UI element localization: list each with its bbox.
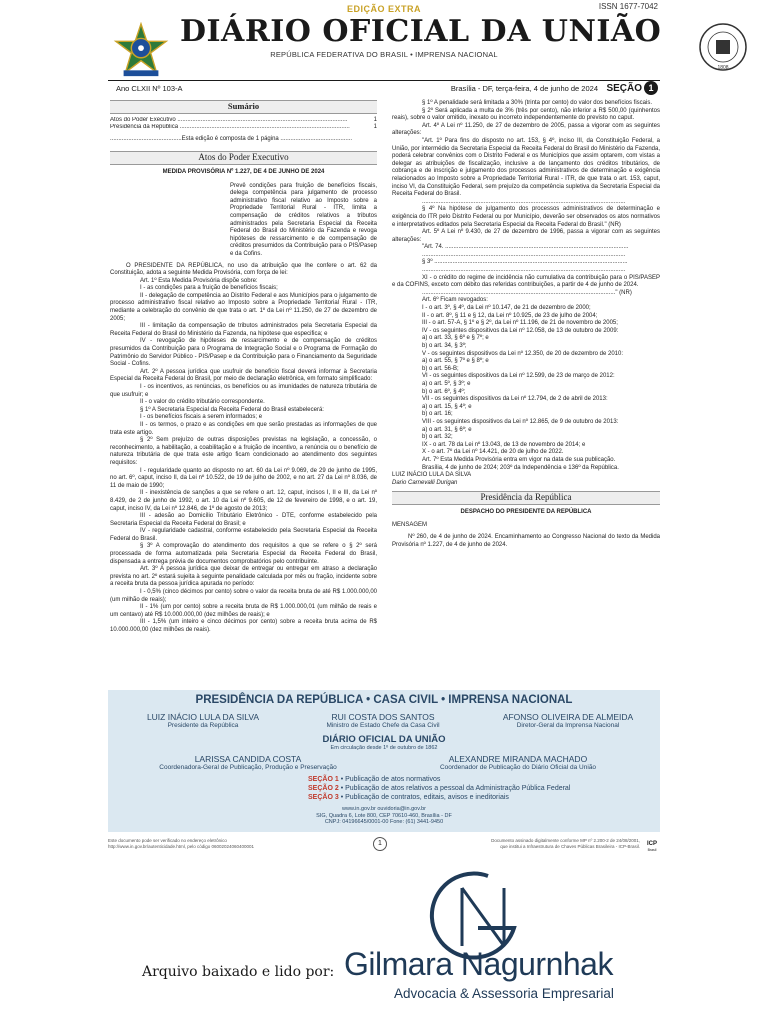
body-paragraph: a) o art. 5º, § 3º; e	[422, 380, 471, 387]
body-paragraph: VII - os seguintes dispositivos da Lei nº 12.794, de 2 de abril de 2013:	[422, 396, 608, 403]
body-paragraph: § 2º Sem prejuízo de outras disposições previstas na legislação, a concessão, o reconhecimento, a habilitação, a coabilitação e a fruição de incentivo, a renúncia ou o benefício de natureza tributária de que trata este artigo ficam condicionado ao atendimento dos seguintes requisitos:	[110, 437, 377, 466]
summary-note: ...........................................Esta edição é composta de 1 página ...........................................	[110, 135, 353, 142]
summary-list	[110, 117, 377, 132]
contact-web[interactable]: www.in.gov.br ouvidoria@in.gov.br	[342, 806, 426, 812]
body-paragraph: VI - os seguintes dispositivos da Lei nº 12.599, de 23 de março de 2012:	[422, 373, 615, 380]
summary-item-label: Atos do Poder Executivo ......................................................................................................	[110, 116, 348, 123]
summary-item-page: 1	[373, 116, 377, 123]
body-paragraph: III - 1,5% (um inteiro e cinco décimos por cento) sobre a receita bruta acima de R$ 10.000.000,00 (dez milhões de reais).	[110, 619, 377, 633]
credit-name: AFONSO OLIVEIRA DE ALMEIDA	[502, 712, 634, 722]
footer-verification-line: Este documento pode ser verificado no endereço eletrônico	[108, 838, 227, 843]
body-paragraph: § 3º A comprovação do atendimento dos requisitos a que se refere o § 2º será processada de forma automatizada pela Secretaria Especial da Receita Federal do Brasil, dispensada a entrega prévia de documentos comprobatórios pelo contribuinte.	[110, 543, 377, 565]
body-paragraph: IV - revogação de hipóteses de ressarcimento e de compensação de créditos presumidos da Contribuição para o Programa de Integração Social e o Programa de Formação do Patrimônio do Servidor Público - PIS/Pasep e da Contribuição para o Financiamento da Seguridade Social - Cofins.	[110, 338, 377, 368]
body-paragraph: Art. 4º A Lei nº 11.250, de 27 de dezembro de 2005, passa a vigorar com as seguintes alterações:	[392, 122, 660, 137]
footer-verification-link[interactable]: http://www.in.gov.br/autenticidade.html, pelo código 06002024060400001	[108, 843, 255, 849]
body-paragraph: § 1º A penalidade será limitada a 30% (trinta por cento) do valor dos benefícios fiscais.	[422, 100, 652, 106]
section-legend-label: SEÇÃO 1	[308, 776, 339, 783]
despacho-title: DESPACHO DO PRESIDENTE DA REPÚBLICA	[460, 508, 592, 515]
body-paragraph: "Art. 74. ..............................................................................................................	[422, 244, 629, 251]
credit-person	[398, 754, 638, 771]
credit-role: Coordenador de Publicação do Diário Oficial da União	[439, 764, 597, 771]
body-paragraph: IX - o art. 78 da Lei nº 13.043, de 13 de novembro de 2014; e	[422, 441, 586, 448]
page-number: 1	[373, 837, 387, 851]
section-legend-item	[308, 784, 570, 793]
body-paragraph: Art. 3º A pessoa jurídica que deixar de entregar ou entregar em atraso a declaração prevista no art. 2º estará sujeita à seguinte penalidade calculada por mês ou fração, incidente sobre a receita bruta da pessoa jurídica apurada no período:	[110, 566, 377, 588]
masthead	[108, 0, 660, 80]
mp-ementa: Prevê condições para fruição de benefícios fiscais, delega competência para julgamento de processo administrativo fiscal relativo ao Imposto sobre a Propriedade Territorial Rural - ITR, limita a compensação de créditos relativos a tributos administrados pela Secretaria Especial da Receita Federal do Brasil do Ministério da Fazenda e revoga hipóteses de ressarcimento e de compensação de créditos presumidos da Contribuição para o PIS/Pasep e da Cofins.	[230, 182, 377, 257]
mp-title: MEDIDA PROVISÓRIA Nº 1.227, DE 4 DE JUNHO DE 2024	[162, 168, 325, 175]
credit-person	[488, 712, 648, 729]
mensagem-text: Nº 260, de 4 de junho de 2024. Encaminhamento ao Congresso Nacional do texto da Medida Provisória nº 1.227, de 4 de junho de 2024.	[392, 534, 660, 548]
download-credit-area	[0, 848, 768, 1024]
section-legend-item	[308, 775, 570, 784]
dou-subtitle: Em circulação desde 1º de outubro de 1862	[330, 745, 438, 751]
credit-person	[298, 712, 468, 729]
body-paragraph: ...................................................................................................................." (NR)	[422, 289, 632, 296]
firm-name: Gilmara Nagurnhak	[344, 946, 613, 982]
body-paragraph: II - 1% (um por cento) sobre a receita bruta de R$ 1.000.000,01 (um milhão de reais e um centavo) até R$ 10.000.000,00 (dez milhões de reais); e	[110, 604, 377, 618]
body-paragraph: II - o valor do crédito tributário correspondente.	[140, 399, 265, 406]
sections-legend	[308, 775, 570, 802]
body-paragraph: IV - regularidade cadastral, conforme estabelecido pela Secretaria Especial da Receita Federal do Brasil.	[110, 528, 377, 542]
body-paragraph: I - regularidade quanto ao disposto no art. 60 da Lei nº 9.069, de 29 de junho de 1995, no art. 6º, caput, inciso II, da Lei nº 10.522, de 19 de julho de 2002, e no art. 27 da Lei nº 8.036, de 11 de maio de 1990;	[110, 467, 377, 489]
contact-info	[108, 806, 660, 826]
section-legend-text: • Publicação de contratos, editais, avisos e ineditoriais	[340, 794, 509, 801]
issn: ISSN 1677-7042	[598, 2, 658, 11]
credit-person	[128, 712, 278, 729]
body-paragraph: a) o art. 33, § 6º e § 7º; e	[422, 335, 489, 342]
body-paragraph: XI - o crédito do regime de incidência não cumulativa da contribuição para o PIS/PASEP e da COFINS, exceto com débito das referidas contribuições, a partir de 4 de junho de 2024.	[392, 274, 660, 289]
summary-item-page: 1	[373, 124, 377, 131]
body-paragraph: IV - os seguintes dispositivos da Lei nº 12.058, de 13 de outubro de 2009:	[422, 327, 619, 334]
summary-title: Sumário	[110, 100, 377, 114]
body-paragraph: § 2º Será aplicada a multa de 3% (três por cento), não inferior a R$ 500,00 (quinhentos reais), sobre o valor omitido, inexato ou incorreto independentemente do previsto no caput.	[392, 107, 660, 122]
right-column	[392, 100, 660, 549]
summary-item[interactable]	[110, 117, 377, 125]
left-column	[110, 100, 377, 635]
section-legend-item	[308, 793, 570, 802]
body-paragraph: b) o art. 34, § 3º;	[422, 343, 467, 349]
body-paragraph: III - o art. 57-A, § 1º e § 2º, da Lei nº 11.196, de 21 de novembro de 2005;	[422, 320, 618, 327]
credit-role: Coordenadora-Geral de Publicação, Produção e Preservação	[159, 764, 337, 771]
body-paragraph: § 4º Na hipótese de julgamento dos processos administrativos de determinação e exigência do ITR pelo Distrito Federal ou por Município, deverão ser observados os atos normativos e interpretativos editados pela Secretaria Especial da Receita Federal do Brasil." (NR)	[392, 206, 660, 228]
credit-name: ALEXANDRE MIRANDA MACHADO	[448, 754, 588, 764]
body-paragraph: ..........................................................................................................................	[422, 198, 626, 205]
svg-text:ICP: ICP	[646, 841, 658, 847]
credits-band	[108, 690, 660, 832]
body-paragraph: a) o art. 55, § 7º e § 8º; e	[422, 358, 489, 365]
imprensa-nacional-seal-icon	[698, 22, 748, 72]
body-paragraph: a) o art. 15, § 4º; e	[422, 403, 472, 410]
credit-role: Ministro de Estado Chefe da Casa Civil	[326, 722, 440, 729]
signature-president: LUIZ INÁCIO LULA DA SILVA	[392, 472, 472, 479]
body-paragraph: b) o art. 6º, § 4º;	[422, 388, 466, 395]
body-paragraph: Art. 1º Esta Medida Provisória dispõe sobre:	[140, 277, 258, 284]
downloaded-by-label: Arquivo baixado e lido por:	[142, 964, 335, 980]
body-paragraph: X - o art. 7º da Lei nº 14.421, de 20 de julho de 2022.	[422, 449, 564, 456]
firm-tagline: Advocacia & Assessoria Empresarial	[394, 986, 614, 1001]
footer-signature-line: Documento assinado digitalmente conforme MP nº 2.200-2 de 24/08/2001,	[491, 838, 640, 843]
issue-bar	[108, 80, 660, 96]
place-date: Brasília - DF, terça-feira, 4 de junho de 2024	[450, 84, 598, 93]
seal-year: 1808	[717, 65, 729, 71]
body-paragraph: III - adesão ao Domicílio Tributário Eletrônico - DTE, conforme estabelecido pela Secretaria Especial da Receita Federal do Brasil; e	[110, 513, 377, 527]
signature-minister: Dario Carnevalli Durigan	[392, 479, 458, 486]
section-legend-label: SEÇÃO 2	[308, 785, 339, 792]
body-paragraph: b) o art. 32;	[422, 434, 453, 441]
footer-signature-line: que institui a Infraestrutura de Chaves Públicas Brasileira - ICP-Brasil.	[500, 843, 640, 849]
body-paragraph: II - os termos, o prazo e as condições em que serão prestadas as informações de que trata este artigo.	[110, 421, 377, 436]
body-paragraph: "Art. 1º Para fins do disposto no art. 153, § 4º, inciso III, da Constituição Federal, a União, por intermédio da Secretaria Especial da Receita Federal do Brasil do Ministério da Fazenda, poderá celebrar convênios com o Distrito Federal e os Municípios que assim optarem, com vistas a delegar as atribuições de fiscalização, inclusive a de lançamento dos créditos tributários, de cobrança e de inscrição e julgamento dos processos administrativos de determinação e exigência relacionados ao Imposto sobre a Propriedade Territorial Rural - ITR, de que trata o art. 153, caput, inciso VI, da Constituição Federal, sem prejuízo da competência supletiva da Secretaria Especial da Receita Federal do Brasil.	[392, 137, 660, 198]
dou-block	[108, 734, 660, 751]
mensagem-label: MENSAGEM	[392, 522, 428, 529]
body-paragraph: VIII - os seguintes dispositivos da Lei nº 12.865, de 9 de outubro de 2013:	[422, 418, 619, 425]
body-paragraph: III - limitação da compensação de tributos administrados pela Secretaria Especial da Receita Federal do Brasil do Ministério da Fazenda, na hipótese que especifica; e	[110, 323, 377, 337]
summary-item[interactable]	[110, 124, 377, 132]
credit-name: LARISSA CANDIDA COSTA	[194, 754, 302, 764]
body-paragraph: a) o art. 31, § 6º; e	[422, 426, 472, 433]
body-paragraph: ..........................................................................................................................	[422, 267, 626, 274]
body-paragraph: Art. 2º A pessoa jurídica que usufruir de benefício fiscal deverá informar à Secretaria Especial da Receita Federal do Brasil, por meio de declaração eletrônica, em formato simplificado:	[110, 368, 377, 383]
body-paragraph: V - os seguintes dispositivos da Lei nº 12.350, de 20 de dezembro de 2010:	[422, 350, 623, 357]
contact-phone: CNPJ: 04196645/0001-00 Fone: (61) 3441-9450	[324, 819, 444, 825]
body-paragraph: II - o art. 8º, § 11 e § 12, da Lei nº 10.925, de 23 de julho de 2004;	[422, 312, 598, 319]
body-paragraph: I - os incentivos, as renúncias, os benefícios ou as imunidades de natureza tributária de que usufruir; e	[110, 384, 377, 398]
credit-role: Diretor-Geral da Imprensa Nacional	[516, 722, 620, 729]
section-legend-text: • Publicação de atos relativos a pessoal da Administração Pública Federal	[340, 785, 571, 792]
body-paragraph: b) o art. 56-B;	[422, 365, 459, 372]
section-legend-label: SEÇÃO 3	[308, 794, 339, 801]
body-paragraph: II - delegação de competência ao Distrito Federal e aos Municípios para o julgamento de processo administrativo fiscal relativo ao Imposto sobre a Propriedade Territorial Rural - ITR, mediante a celebração do convênio de que trata o art. 1º da Lei nº 11.250, de 27 de dezembro de 2005;	[110, 292, 377, 322]
contact-address: SIG, Quadra 6, Lote 800, CEP 70610-460, Brasília - DF	[316, 812, 452, 819]
credit-name: RUI COSTA DOS SANTOS	[331, 712, 435, 722]
body-paragraph: ..........................................................................................................................	[422, 251, 626, 258]
body-paragraph: I - 0,5% (cinco décimos por cento) sobre o valor da receita bruta de até R$ 1.000.000,00 (um milhão de reais);	[110, 589, 377, 603]
section-indicator	[606, 81, 658, 95]
left-body	[110, 263, 377, 635]
body-paragraph: I - as condições para a fruição de benefícios fiscais;	[140, 285, 278, 292]
gazette-subtitle: REPÚBLICA FEDERATIVA DO BRASIL • IMPRENSA NACIONAL	[270, 50, 498, 59]
body-paragraph: I - o art. 3º, § 4º, da Lei nº 10.147, de 21 de dezembro de 2000;	[422, 305, 591, 312]
body-paragraph: § 3º ....................................................................................................................	[422, 259, 628, 266]
body-paragraph: Brasília, 4 de junho de 2024; 203º da Independência e 136º da República.	[422, 464, 619, 471]
body-paragraph: b) o art. 16;	[422, 411, 453, 418]
body-paragraph: Art. 5º A Lei nº 9.430, de 27 de dezembro de 1996, passa a vigorar com as seguintes alterações:	[392, 229, 660, 243]
svg-text:Brasil: Brasil	[647, 848, 657, 852]
body-paragraph: Art. 6º Ficam revogados:	[422, 297, 488, 304]
dou-title: DIÁRIO OFICIAL DA UNIÃO	[322, 734, 446, 745]
section-label: SEÇÃO	[606, 83, 642, 94]
summary-item-label: Presidência da República ......................................................................................................	[110, 124, 350, 131]
body-paragraph: § 1º A Secretaria Especial da Receita Federal do Brasil estabelecerá:	[140, 406, 324, 413]
section-title-presidency: Presidência da República	[392, 491, 660, 505]
section-legend-text: • Publicação de atos normativos	[340, 776, 441, 783]
credit-person	[128, 754, 368, 771]
body-paragraph: Art. 7º Esta Medida Provisória entra em vigor na data de sua publicação.	[422, 456, 616, 463]
issue-number: Ano CLXII Nº 103-A	[116, 84, 183, 93]
credit-name: LUIZ INÁCIO LULA DA SILVA	[146, 712, 260, 722]
edition-label: EDIÇÃO EXTRA	[346, 4, 421, 14]
credit-role: Presidente da República	[167, 722, 239, 729]
section-title-executive: Atos do Poder Executivo	[110, 151, 377, 165]
gazette-title: DIÁRIO OFICIAL DA UNIÃO	[180, 14, 662, 49]
body-paragraph: I - os benefícios fiscais a serem informados; e	[140, 414, 263, 421]
right-body	[392, 100, 660, 472]
section-number: 1	[644, 81, 658, 95]
body-paragraph: O PRESIDENTE DA REPÚBLICA, no uso da atribuição que lhe confere o art. 62 da Constituição, adota a seguinte Medida Provisória, com força de lei:	[110, 262, 377, 277]
credits-header: PRESIDÊNCIA DA REPÚBLICA • CASA CIVIL • IMPRENSA NACIONAL	[195, 694, 573, 706]
body-paragraph: II - inexistência de sanções a que se refere o art. 12, caput, incisos I, II e III, da Lei nº 8.429, de 2 de junho de 1992, o art. 10 da Lei nº 9.605, de 12 de fevereiro de 1998, e o art. 19, caput, inciso IV, da Lei nº 12.846, de 1º de agosto de 2013;	[110, 490, 377, 512]
